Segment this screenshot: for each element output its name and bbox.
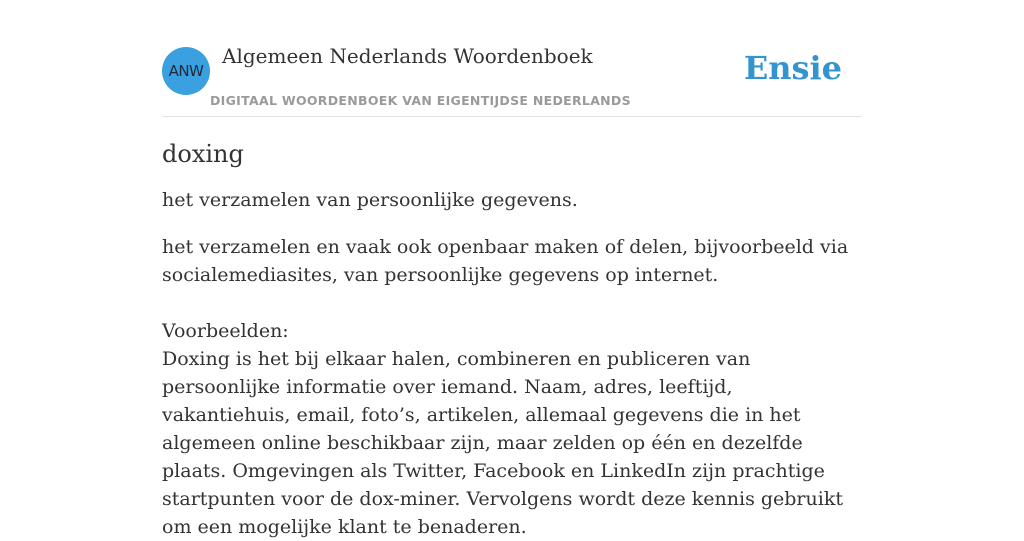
examples-label: Voorbeelden: [162, 320, 289, 342]
entry-content [162, 138, 862, 541]
site-header [162, 40, 862, 117]
ensie-logo[interactable]: Ensie [743, 49, 842, 87]
long-definition: het verzamelen en vaak ook openbaar maken of delen, bijvoorbeeld via socialemediasites, van persoonlijke gegevens op internet. [162, 236, 849, 286]
dictionary-title[interactable]: Algemeen Nederlands Woordenboek [222, 44, 593, 68]
anw-logo[interactable]: ANW [162, 47, 210, 95]
dictionary-subtitle: DIGITAAL WOORDENBOEK VAN EIGENTIJDSE NEDERLANDS [210, 93, 631, 108]
entry-headword: doxing [162, 140, 244, 168]
short-definition: het verzamelen van persoonlijke gegevens. [162, 189, 578, 211]
example-text: Doxing is het bij elkaar halen, combineren en publiceren van persoonlijke informatie over iemand. Naam, adres, leeftijd, vakantiehuis, email, foto’s, artikelen, allemaal gegevens die in het algemeen online beschikbaar zijn, maar zelden op één en dezelfde plaats. Omgevingen als Twitter, Facebook en LinkedIn zijn prachtige startpunten voor de dox-miner. Vervolgens wordt deze kennis gebruikt om een mogelijke klant te benaderen. [162, 348, 843, 538]
